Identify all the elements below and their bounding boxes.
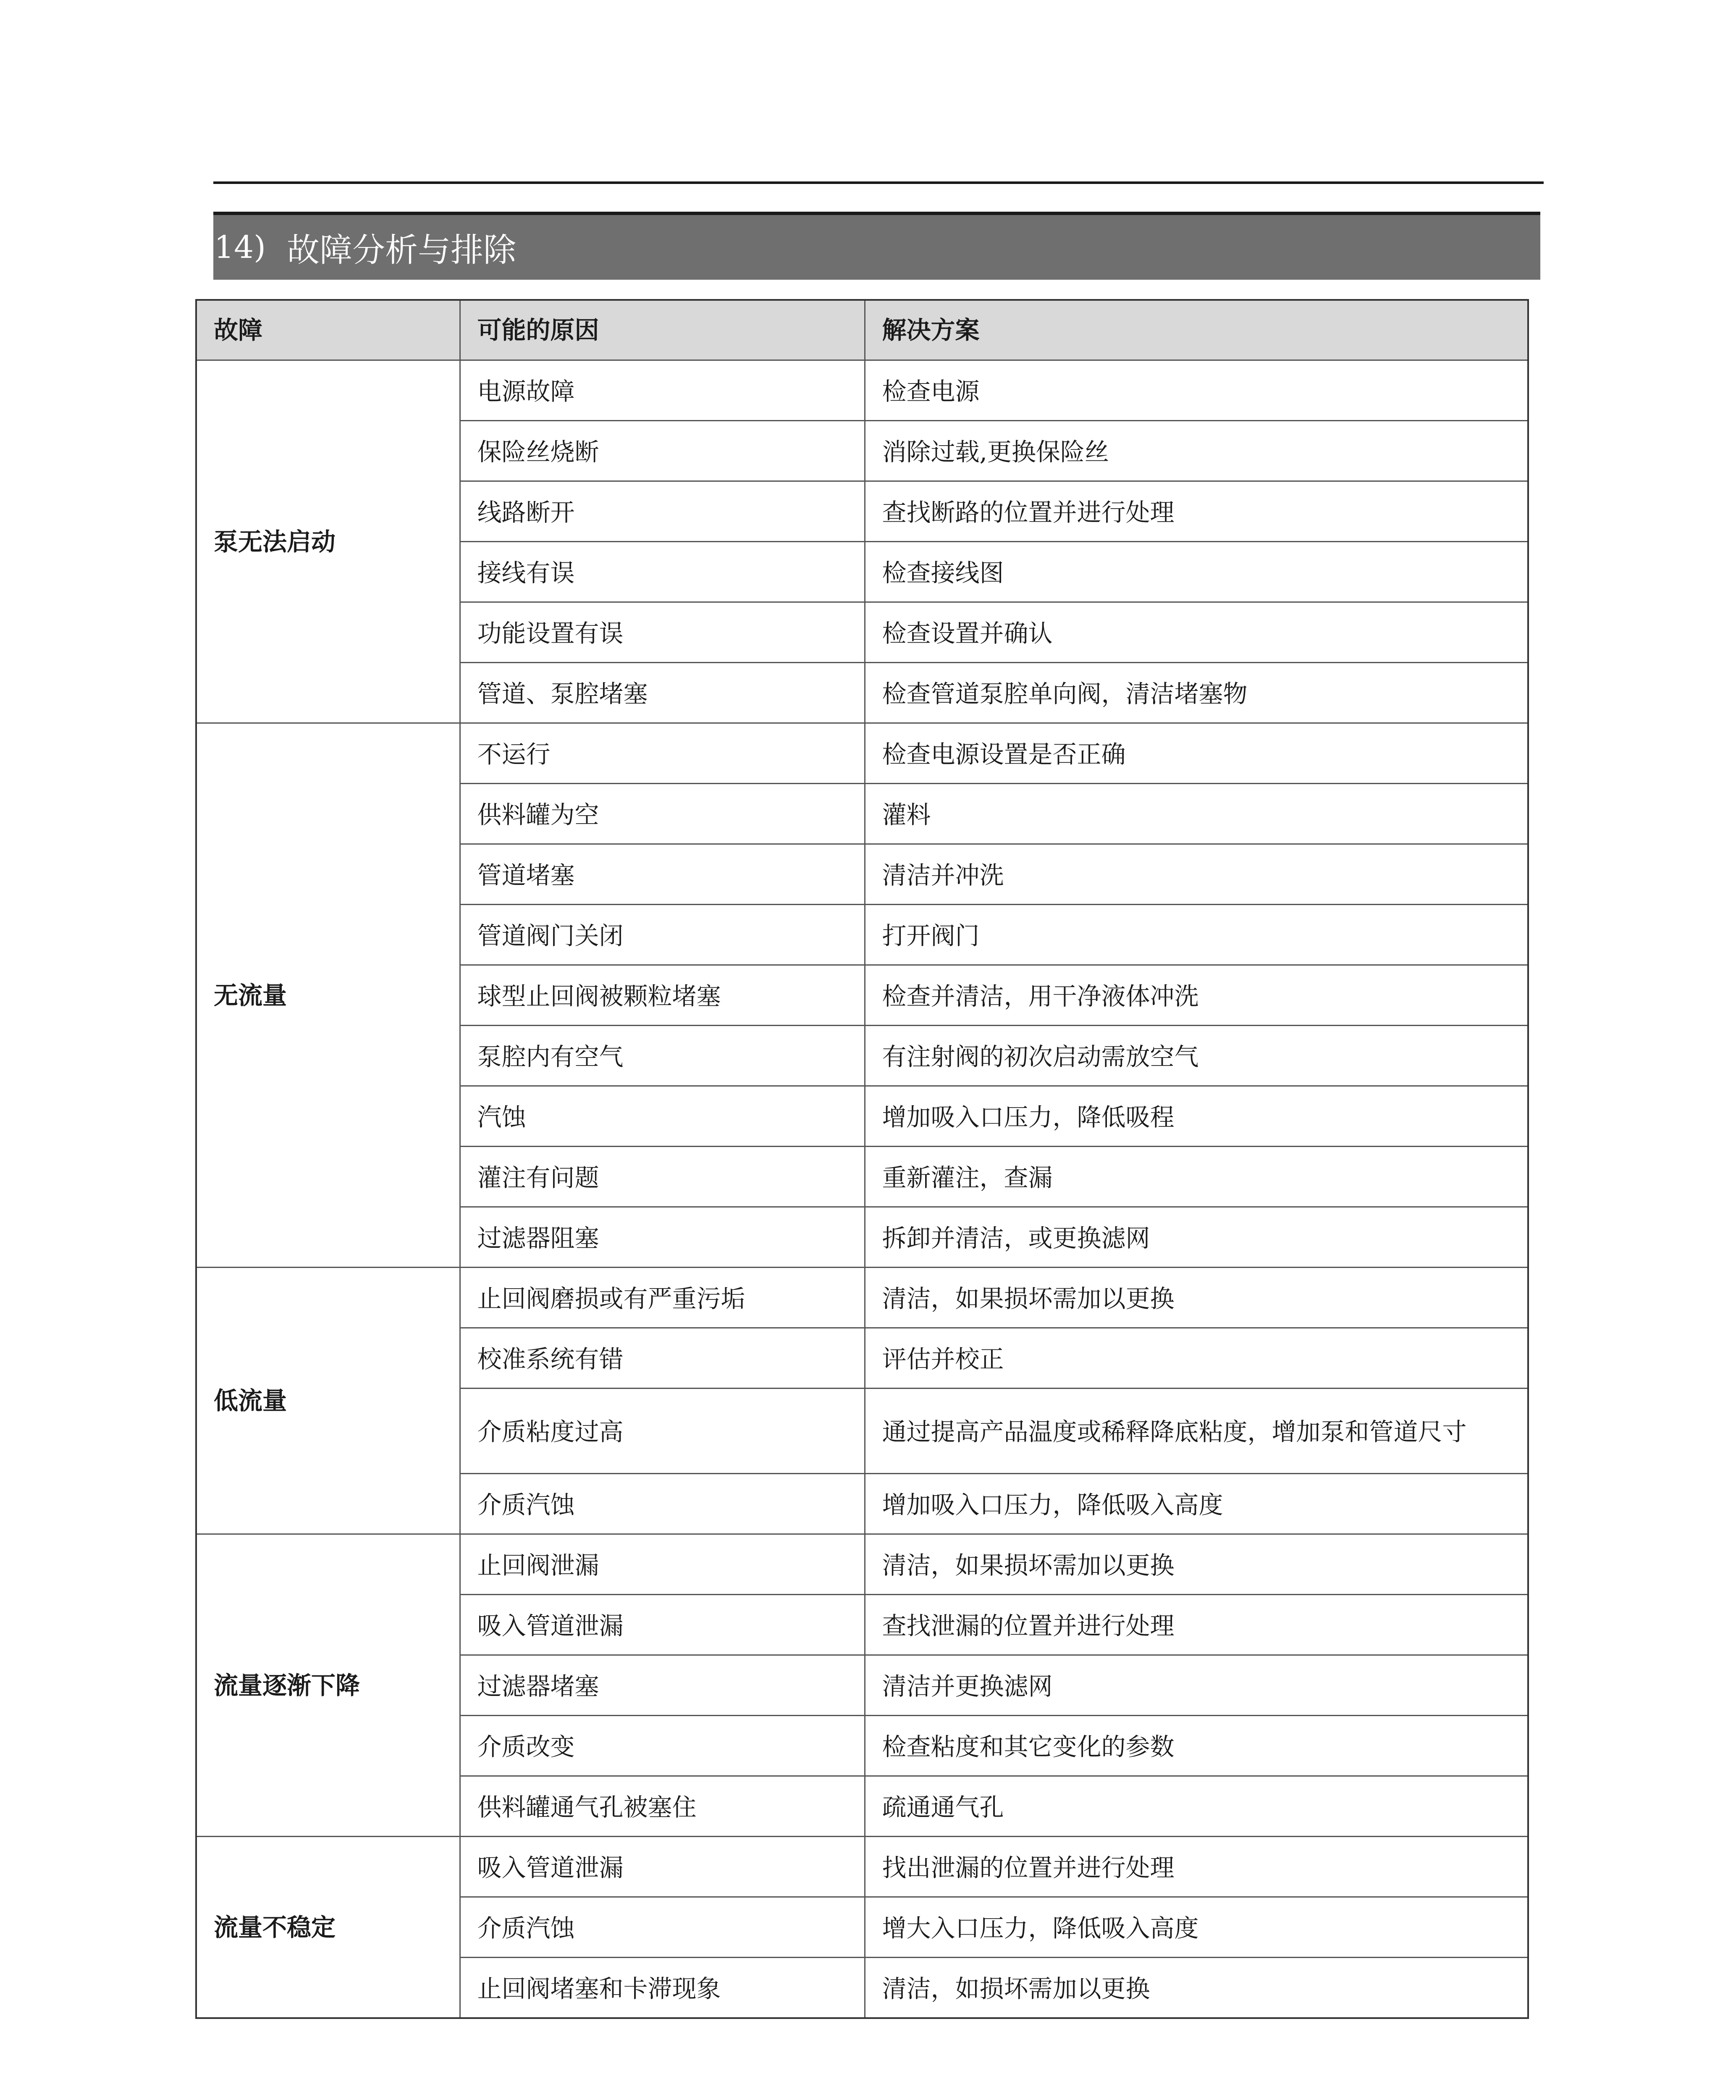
- fault-cell: 流量逐渐下降: [196, 1534, 460, 1837]
- solution-cell: 检查设置并确认: [865, 602, 1528, 663]
- cause-cell: 介质汽蚀: [460, 1897, 865, 1958]
- cause-cell: 介质改变: [460, 1716, 865, 1776]
- solution-cell: 评估并校正: [865, 1328, 1528, 1389]
- solution-cell: 灌料: [865, 784, 1528, 844]
- cause-cell: 电源故障: [460, 360, 865, 421]
- solution-cell: 找出泄漏的位置并进行处理: [865, 1837, 1528, 1897]
- fault-cell: 流量不稳定: [196, 1837, 460, 2019]
- section-title: 故障分析与排除: [287, 231, 517, 269]
- solution-cell: 有注射阀的初次启动需放空气: [865, 1026, 1528, 1086]
- solution-cell: 消除过载,更换保险丝: [865, 421, 1528, 481]
- cause-cell: 止回阀泄漏: [460, 1534, 865, 1595]
- solution-cell: 重新灌注，查漏: [865, 1147, 1528, 1207]
- solution-cell: 清洁并更换滤网: [865, 1655, 1528, 1716]
- header-solution: 解决方案: [865, 300, 1528, 360]
- cause-cell: 管道、泵腔堵塞: [460, 663, 865, 723]
- solution-cell: 打开阀门: [865, 905, 1528, 965]
- cause-cell: 功能设置有误: [460, 602, 865, 663]
- table-row: [196, 1268, 1528, 1328]
- fault-cell: 低流量: [196, 1268, 460, 1534]
- cause-cell: 不运行: [460, 723, 865, 784]
- cause-cell: 介质汽蚀: [460, 1474, 865, 1534]
- table-row: [196, 723, 1528, 784]
- table-header-row: [196, 300, 1528, 360]
- solution-cell: 增大入口压力，降低吸入高度: [865, 1897, 1528, 1958]
- cause-cell: 线路断开: [460, 481, 865, 542]
- section-header: [213, 212, 1540, 280]
- solution-cell: 拆卸并清洁，或更换滤网: [865, 1207, 1528, 1268]
- header-cause: 可能的原因: [460, 300, 865, 360]
- solution-cell: 清洁，如果损坏需加以更换: [865, 1268, 1528, 1328]
- solution-cell: 清洁，如损坏需加以更换: [865, 1958, 1528, 2019]
- cause-cell: 汽蚀: [460, 1086, 865, 1147]
- cause-cell: 接线有误: [460, 542, 865, 602]
- solution-cell: 查找断路的位置并进行处理: [865, 481, 1528, 542]
- top-rule: [213, 181, 1544, 184]
- table-row: [196, 1837, 1528, 1897]
- cause-cell: 吸入管道泄漏: [460, 1837, 865, 1897]
- solution-cell: 检查并清洁，用干净液体冲洗: [865, 965, 1528, 1026]
- cause-cell: 管道堵塞: [460, 844, 865, 905]
- fault-table: [195, 299, 1529, 2019]
- cause-cell: 供料罐为空: [460, 784, 865, 844]
- solution-cell: 检查电源: [865, 360, 1528, 421]
- cause-cell: 校准系统有错: [460, 1328, 865, 1389]
- solution-cell: 清洁，如果损坏需加以更换: [865, 1534, 1528, 1595]
- cause-cell: 过滤器堵塞: [460, 1655, 865, 1716]
- cause-cell: 泵腔内有空气: [460, 1026, 865, 1086]
- cause-cell: 供料罐通气孔被塞住: [460, 1776, 865, 1837]
- fault-cell: 泵无法启动: [196, 360, 460, 723]
- cause-cell: 管道阀门关闭: [460, 905, 865, 965]
- fault-cell: 无流量: [196, 723, 460, 1268]
- header-fault: 故障: [196, 300, 460, 360]
- cause-cell: 过滤器阻塞: [460, 1207, 865, 1268]
- solution-cell: 通过提高产品温度或稀释降底粘度，增加泵和管道尺寸: [865, 1389, 1528, 1474]
- solution-cell: 疏通通气孔: [865, 1776, 1528, 1837]
- cause-cell: 球型止回阀被颗粒堵塞: [460, 965, 865, 1026]
- solution-cell: 检查管道泵腔单向阀，清洁堵塞物: [865, 663, 1528, 723]
- section-number: 14): [214, 229, 266, 265]
- cause-cell: 止回阀堵塞和卡滞现象: [460, 1958, 865, 2019]
- solution-cell: 清洁并冲洗: [865, 844, 1528, 905]
- table-row: [196, 360, 1528, 421]
- cause-cell: 介质粘度过高: [460, 1389, 865, 1474]
- cause-cell: 止回阀磨损或有严重污垢: [460, 1268, 865, 1328]
- solution-cell: 检查粘度和其它变化的参数: [865, 1716, 1528, 1776]
- table-row: [196, 1534, 1528, 1595]
- cause-cell: 保险丝烧断: [460, 421, 865, 481]
- solution-cell: 增加吸入口压力，降低吸程: [865, 1086, 1528, 1147]
- cause-cell: 吸入管道泄漏: [460, 1595, 865, 1655]
- solution-cell: 检查电源设置是否正确: [865, 723, 1528, 784]
- solution-cell: 检查接线图: [865, 542, 1528, 602]
- solution-cell: 查找泄漏的位置并进行处理: [865, 1595, 1528, 1655]
- cause-cell: 灌注有问题: [460, 1147, 865, 1207]
- solution-cell: 增加吸入口压力，降低吸入高度: [865, 1474, 1528, 1534]
